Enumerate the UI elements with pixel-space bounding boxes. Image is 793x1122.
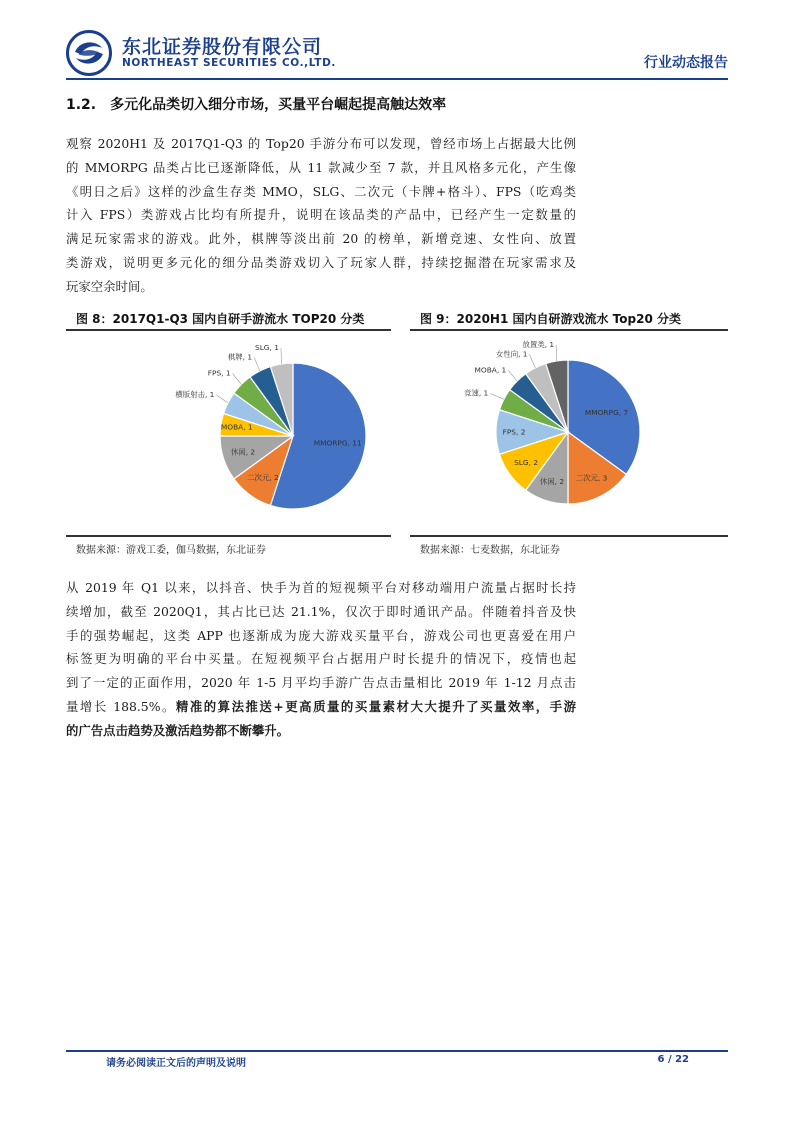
pie-label: MMORPG, 11 bbox=[313, 438, 362, 448]
header-divider bbox=[66, 78, 728, 80]
paragraph-line: 手的强势崛起，这类 APP 也逐渐成为庞大游戏买量平台，游戏公司也更喜爱在用户 bbox=[66, 627, 576, 643]
paragraph-line: 续增加，截至 2020Q1，其占比已达 21.1%，仅次于即时通讯产品。伴随着抖音及快 bbox=[66, 603, 576, 619]
figure-8-title: 图 8：2017Q1-Q3 国内自研手游流水 TOP20 分类 bbox=[76, 312, 365, 326]
paragraph-line: 玩家空余时间。 bbox=[66, 278, 153, 294]
paragraph-text: 量增长 188.5%。 bbox=[66, 698, 176, 714]
paragraph-line: 观察 2020H1 及 2017Q1-Q3 的 Top20 手游分布可以发现，曾经市场上占据最大比例 bbox=[66, 136, 576, 151]
pie-label: 横版射击, 1 bbox=[175, 390, 215, 400]
pie-label: 休闲, 2 bbox=[230, 447, 256, 457]
pie-leader-line bbox=[530, 354, 536, 368]
report-type: 行业动态报告 bbox=[644, 55, 728, 71]
pie-label: 放置类, 1 bbox=[522, 339, 555, 349]
page-number: 6 / 22 bbox=[657, 1054, 689, 1065]
figure-9-top-rule bbox=[410, 329, 728, 331]
pie-label: 二次元, 2 bbox=[247, 472, 279, 482]
paragraph-line: 的 MMORPG 品类占比已逐渐降低，从 11 款减少至 7 款，并且风格多元化，产生像 bbox=[66, 159, 576, 175]
pie-label: MMORPG, 7 bbox=[584, 407, 629, 417]
paragraph-line: 计入 FPS）类游戏占比均有所提升，说明在该品类的产品中，已经产生一定数量的 bbox=[66, 207, 576, 223]
pie-label: 竞速, 1 bbox=[464, 388, 489, 398]
pie-label: 女性向, 1 bbox=[495, 349, 528, 359]
emphasis-text: 精准的算法推送+更高质量的买量素材大大提升了买量效率，手游 bbox=[175, 698, 577, 714]
pie-label: FPS, 2 bbox=[502, 427, 526, 437]
pie-leader-line bbox=[216, 395, 228, 403]
body-paragraph-1 bbox=[66, 132, 576, 299]
northeast-securities-logo-icon bbox=[66, 30, 112, 76]
pie-label: 休闲, 2 bbox=[539, 476, 565, 486]
figure-8-top-rule bbox=[66, 329, 391, 331]
footer-disclaimer: 请务必阅读正文后的声明及说明 bbox=[106, 1058, 246, 1069]
footer-divider bbox=[66, 1050, 728, 1052]
page-header bbox=[66, 28, 728, 78]
pie-label: SLG, 2 bbox=[514, 457, 539, 467]
pie-leader-line bbox=[508, 370, 517, 381]
body-paragraph-2 bbox=[66, 576, 576, 743]
pie-leader-line bbox=[233, 374, 242, 385]
section-heading: 多元化品类切入细分市场，买量平台崛起提高触达效率 bbox=[110, 97, 447, 113]
figure-8-source: 数据来源：游戏工委，伽马数据，东北证券 bbox=[76, 545, 266, 556]
pie-leader-line bbox=[281, 348, 282, 364]
figure-9-title: 图 9：2020H1 国内自研游戏流水 Top20 分类 bbox=[420, 312, 681, 326]
pie-leader-line bbox=[254, 357, 260, 371]
pie-leader-line bbox=[556, 345, 557, 361]
pie-label: FPS, 1 bbox=[207, 368, 231, 378]
section-number: 1.2. bbox=[66, 97, 97, 113]
figure-9-source: 数据来源：七麦数据，东北证券 bbox=[420, 545, 560, 556]
company-name-cn: 东北证券股份有限公司 bbox=[122, 36, 323, 58]
paragraph-line: 满足玩家需求的游戏。此外，棋牌等淡出前 20 的榜单，新增竞速、女性向、放置 bbox=[66, 231, 576, 247]
section-title bbox=[66, 94, 446, 114]
paragraph-line: 标签更为明确的平台中买量。在短视频平台占据用户时长提升的情况下，疫情也起 bbox=[66, 651, 576, 667]
pie-label: 二次元, 3 bbox=[575, 473, 608, 483]
pie-label: SLG, 1 bbox=[255, 342, 279, 352]
emphasis-line: 的广告点击趋势及激活趋势都不断攀升。 bbox=[66, 722, 290, 738]
paragraph-line: 《明日之后》这样的沙盒生存类 MMO，SLG、二次元（卡牌+格斗）、FPS（吃鸡类 bbox=[66, 183, 576, 199]
pie-leader-line bbox=[490, 394, 504, 400]
pie-label: MOBA, 1 bbox=[220, 422, 253, 432]
figure-8-bottom-rule bbox=[66, 535, 391, 537]
figure-9-bottom-rule bbox=[410, 535, 728, 537]
paragraph-line: 到了一定的正面作用，2020 年 1-5 月平均手游广告点击量相比 2019 年 1-12 月点击 bbox=[66, 675, 576, 691]
paragraph-line: 从 2019 年 Q1 以来，以抖音、快手为首的短视频平台对移动端用户流量占据时长持 bbox=[66, 580, 576, 595]
pie-chart-2020 bbox=[410, 332, 728, 532]
pie-chart-2017 bbox=[66, 332, 391, 532]
paragraph-line-with-emphasis bbox=[66, 695, 576, 719]
pie-label: 棋牌, 1 bbox=[227, 352, 253, 362]
pie-label: MOBA, 1 bbox=[474, 365, 507, 375]
company-name-en: NORTHEAST SECURITIES CO.,LTD. bbox=[122, 57, 336, 69]
paragraph-line: 类游戏，说明更多元化的细分品类游戏切入了玩家人群，持续挖掘潜在玩家需求及 bbox=[66, 254, 576, 270]
